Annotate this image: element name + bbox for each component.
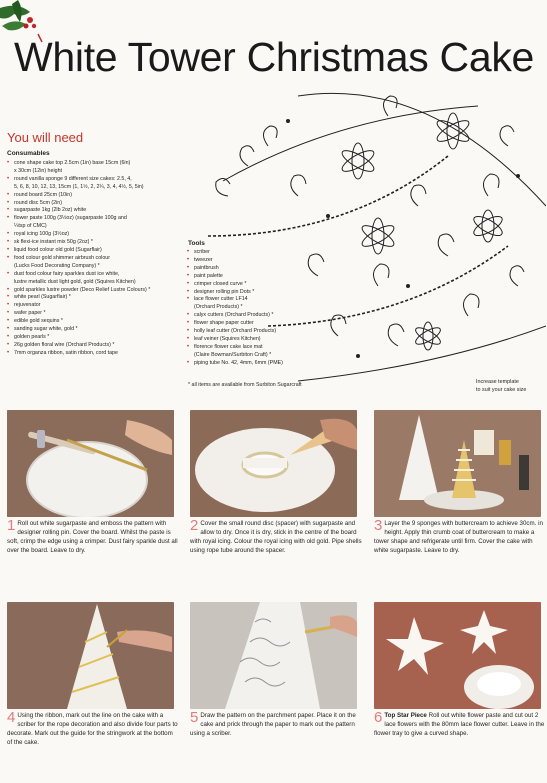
list-item: • sugarpaste 1kg (2lb 2oz) white <box>7 207 182 215</box>
list-item: (Lucks Food Decorating Company) * <box>14 262 100 269</box>
list-item: • cone shape cake top 2.5cm (1in) base 15cm (6in) <box>7 160 182 168</box>
lace-template-pattern <box>188 86 546 386</box>
list-item: • golden pearls * <box>7 334 182 342</box>
list-item: • crimper closed curve * <box>187 281 327 289</box>
step-6-caption: 6 Top Star Piece Roll out white flower paste and cut out 2 lace flowers with the 80mm lace flower cutter. Leave in the flower tray to give a curved shape. <box>374 709 545 737</box>
list-item: • florence flower cake lace mat <box>187 344 327 352</box>
list-item: • edible gold sequins * <box>7 318 182 326</box>
list-item: • sk flexi-ice instant mix 50g (2oz) * <box>7 239 182 247</box>
step-4-caption: 4 Using the ribbon, mark out the line on the cake with a scriber for the rope decoration and also divide four parts to decorate. Mark out the guide for the stringwork at the bottom of the cake. <box>7 709 178 746</box>
list-item: • wafer paper * <box>7 310 182 318</box>
step-5-caption: 5 Draw the pattern on the parchment paper. Place it on the cake and prick through the paper to mark out the pattern using a scriber. <box>190 709 356 737</box>
step-number: 4 <box>7 709 16 726</box>
list-item: • round disc 5cm (2in) <box>7 200 182 208</box>
list-item: • paintbrush <box>187 265 327 273</box>
consumables-heading: Consumables <box>7 150 50 157</box>
step-1-caption: 1 Roll out white sugarpaste and emboss the pattern with designer rolling pin. Cover the board. Whilst the paste is soft, crimp the edge using a crimper. Dust fairy sparkle dust all over the board. Leave to dry. <box>7 517 178 554</box>
list-item: • royal icing 100g (3½oz) <box>7 231 182 239</box>
step-number: 6 <box>374 709 383 726</box>
list-item: • liquid food colour old gold (Sugarflair) <box>7 247 182 255</box>
list-item: • piping tube No. 42, 4mm, 6mm (PME) <box>187 360 327 368</box>
list-item: • round vanilla sponge 9 different size cakes: 2.5, 4, <box>7 176 182 184</box>
step-number: 2 <box>190 517 199 534</box>
list-item: lustre metallic dust light gold, gold (Squires Kitchen) <box>14 278 136 285</box>
step-number: 5 <box>190 709 199 726</box>
consumables-list <box>7 160 182 358</box>
list-item: • paint palette <box>187 273 327 281</box>
list-item: • lace flower cutter LF14 <box>187 296 327 304</box>
step-4-photo <box>7 602 174 709</box>
list-item: (Orchard Products) * <box>194 304 243 311</box>
list-item: • round board 25cm (10in) <box>7 192 182 200</box>
step-number: 1 <box>7 517 16 534</box>
step-3-photo <box>374 410 541 517</box>
list-item: • food colour gold shimmer airbrush colour <box>7 255 182 263</box>
list-item: • flower paste 100g (3½oz) (sugarpaste 100g and <box>7 215 182 223</box>
list-item: • 7mm organza ribbon, satin ribbon, cord tape <box>7 350 182 358</box>
list-item: 5, 6, 8, 10, 12, 13, 15cm (1, 1½, 2, 2¼, 3, 4, 4½, 5, 5in) <box>14 183 144 190</box>
step-2-caption: 2 Cover the small round disc (spacer) with sugarpaste and allow to dry. Once it is dry, stick in the centre of the board with royal icing. Colour the royal icing with old gold. Pipe shells using rope tube around the spacer. <box>190 517 362 554</box>
list-item: • leaf veiner (Squires Kitchen) <box>187 336 327 344</box>
list-item: • rejuvenator <box>7 302 182 310</box>
tools-heading: Tools <box>188 240 205 247</box>
template-caption: Increase template to suit your cake size <box>476 379 527 393</box>
list-item: • sanding sugar white, gold * <box>7 326 182 334</box>
list-item: • dust food colour fairy sparkles dust ice white, <box>7 271 182 279</box>
step-1-photo <box>7 410 174 517</box>
list-item: • flower shape paper cutter <box>187 320 327 328</box>
list-item: x 30cm (12in) height <box>14 167 62 174</box>
step-6-lead: Top Star Piece <box>384 712 427 719</box>
step-6-photo <box>374 602 541 709</box>
list-item: • scriber <box>187 249 327 257</box>
step-3-caption: 3 Layer the 9 sponges with buttercream to achieve 30cm. in height. Apply thin crumb coat of buttercream to make a tower shape and refrigerate until firm. Cover the cake with white sugarpaste. Leave to dry. <box>374 517 543 554</box>
list-item: • holly leaf cutter (Orchard Products) <box>187 328 327 336</box>
step-5-photo <box>190 602 357 709</box>
list-item: • white pearl (Sugarflair) * <box>7 294 182 302</box>
you-will-need-heading: You will need <box>7 130 84 145</box>
list-item: • tweezer <box>187 257 327 265</box>
list-item: ¼tsp of CMC) <box>14 223 47 230</box>
step-number: 3 <box>374 517 383 534</box>
step-2-photo <box>190 410 357 517</box>
list-item: • designer rolling pin Dots * <box>187 289 327 297</box>
list-item: (Claire Bowman/Surbiton Craft) * <box>194 351 272 358</box>
page-title: White Tower Christmas Cake <box>14 34 535 80</box>
list-item: • 26g golden floral wire (Orchard Products) * <box>7 342 182 350</box>
availability-note: * all items are available from Surbiton Sugarcraft <box>188 382 302 388</box>
list-item: • calyx cutters (Orchard Products) * <box>187 312 327 320</box>
list-item: • gold sparkles lustre powder (Deco Relief Lustre Colours) * <box>7 287 182 295</box>
